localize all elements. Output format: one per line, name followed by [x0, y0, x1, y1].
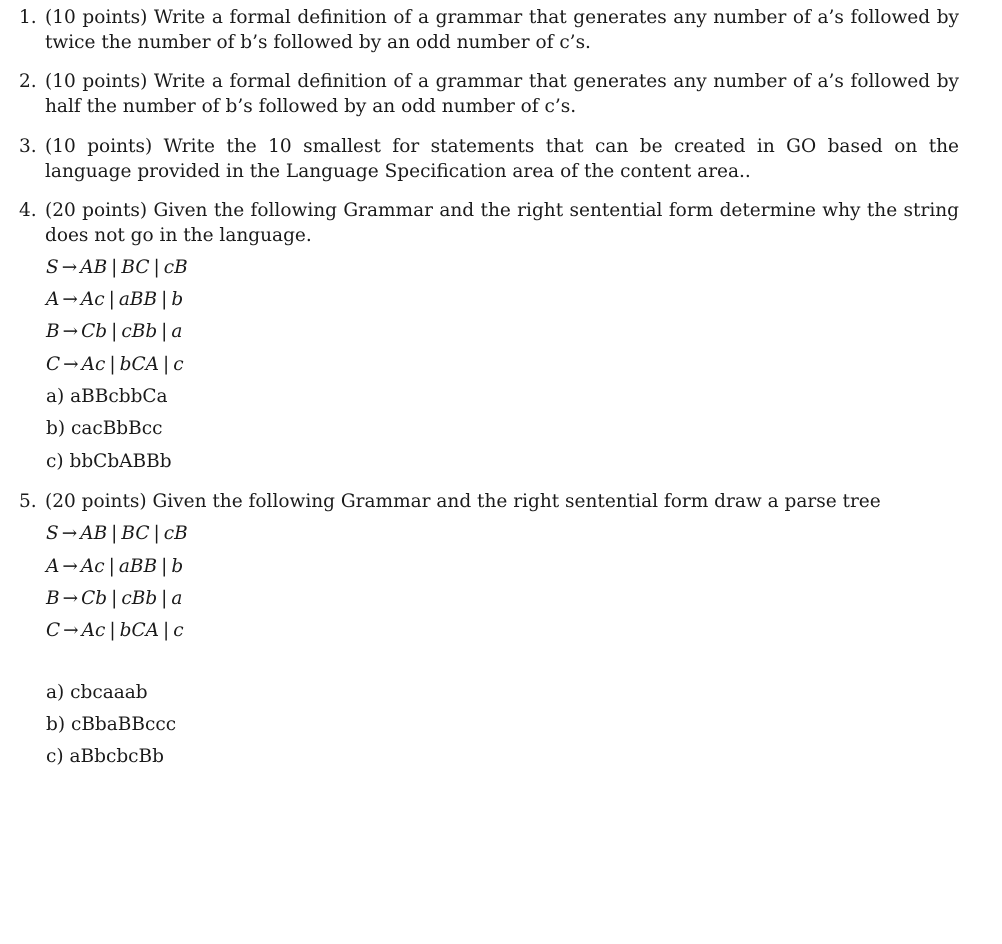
grammar-rule: C → Ac | bCA | c [46, 620, 184, 641]
problem-4 [19, 198, 959, 248]
list-item: a) cbcaaab [46, 682, 148, 703]
problem-number: 4. [19, 200, 37, 221]
problem-text: (10 points) Write a formal definition of a grammar that generates any number of a’s followed by half the number of b’s followed by an odd number of c’s. [45, 71, 959, 117]
problem-text: (10 points) Write the 10 smallest for statements that can be created in GO based on the language provided in the Language Specification area of the content area.. [45, 136, 959, 182]
problem-1 [19, 5, 959, 55]
problem-number: 3. [19, 136, 37, 157]
list-item: a) aBBcbbCa [46, 386, 168, 407]
problem-text: (20 points) Given the following Grammar and the right sentential form determine why the string does not go in the language. [45, 200, 959, 246]
problem-3 [19, 134, 959, 184]
problem-2 [19, 69, 959, 119]
grammar-rule: S → AB | BC | cB [46, 257, 188, 278]
problem-text: (20 points) Given the following Grammar and the right sentential form draw a parse tree [45, 491, 881, 512]
list-item: c) aBbcbcBb [46, 746, 164, 767]
list-item: b) cBbaBBccc [46, 714, 177, 735]
grammar-rule: B → Cb | cBb | a [46, 588, 183, 609]
grammar-rule: B → Cb | cBb | a [46, 321, 183, 342]
list-item: b) cacBbBcc [46, 418, 163, 439]
problem-number: 2. [19, 71, 37, 92]
grammar-rule: A → Ac | aBB | b [46, 556, 184, 577]
problem-number: 5. [19, 491, 37, 512]
problem-number: 1. [19, 7, 37, 28]
grammar-rule: C → Ac | bCA | c [46, 354, 184, 375]
grammar-rule: S → AB | BC | cB [46, 523, 188, 544]
grammar-rule: A → Ac | aBB | b [46, 289, 184, 310]
list-item: c) bbCbABBb [46, 451, 172, 472]
problem-5 [19, 489, 959, 514]
problem-text: (10 points) Write a formal definition of a grammar that generates any number of a’s followed by twice the number of b’s followed by an odd number of c’s. [45, 7, 959, 53]
